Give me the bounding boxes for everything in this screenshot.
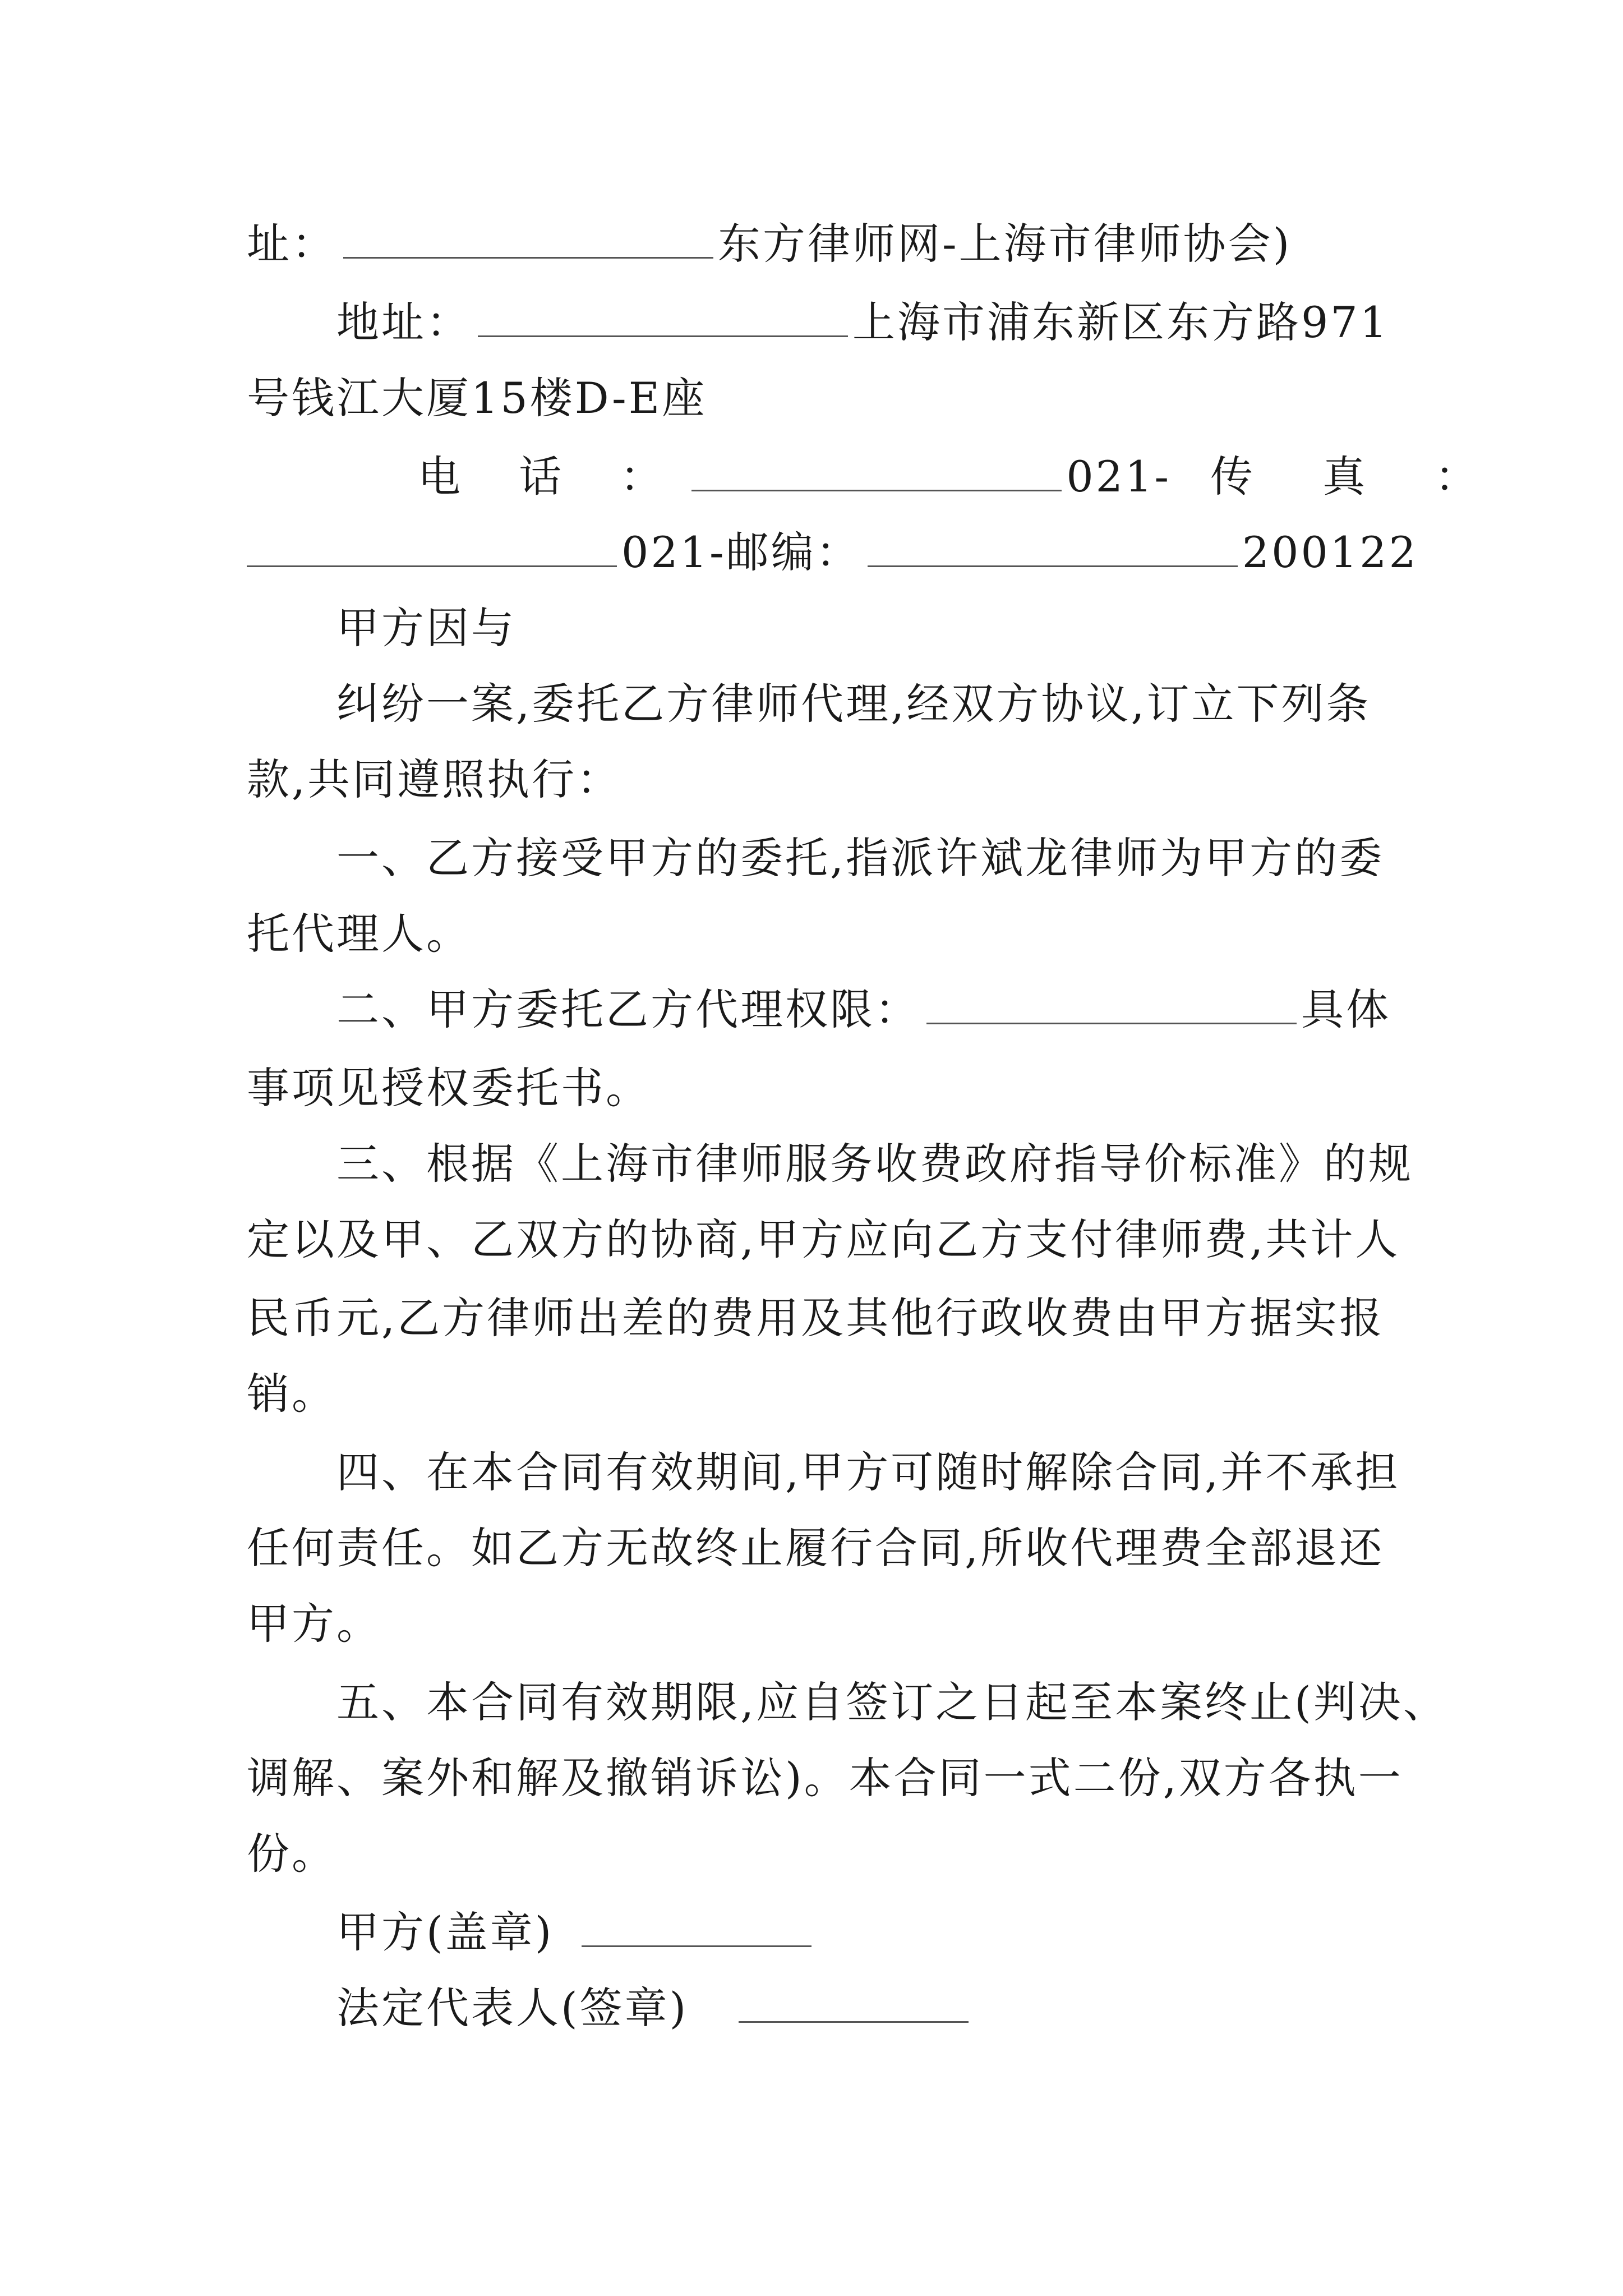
phone-suffix: 021- bbox=[1066, 452, 1172, 501]
party-b-address-value: 上海市浦东新区东方路971 bbox=[852, 297, 1390, 347]
phone-fax-line bbox=[418, 449, 1506, 505]
clause-4-line-1: 四、在本合同有效期间,甲方可随时解除合同,并不承担 bbox=[336, 1447, 1400, 1497]
fax-blank bbox=[247, 526, 617, 567]
postcode-value: 200122 bbox=[1242, 527, 1418, 577]
clause-2-suffix: 具体 bbox=[1301, 984, 1391, 1034]
address-suffix: 东方律师网-上海市律师协会) bbox=[718, 219, 1292, 269]
para-cause: 甲方因与 bbox=[336, 603, 516, 653]
para-dispute-2: 款,共同遵照执行： bbox=[247, 754, 622, 804]
party-a-seal-label: 甲方(盖章) bbox=[336, 1907, 554, 1957]
fax-postcode-label: 021-邮编： bbox=[621, 527, 861, 577]
legal-rep-label: 法定代表人(签章) bbox=[336, 1983, 689, 2033]
clause-4-line-3: 甲方。 bbox=[247, 1599, 381, 1649]
phone-blank bbox=[691, 450, 1062, 491]
party-b-address-label: 地址： bbox=[336, 297, 471, 347]
legal-rep-signature-line bbox=[336, 1980, 973, 2036]
clause-5-line-3: 份。 bbox=[247, 1829, 336, 1879]
clause-3-line-2: 定以及甲、乙双方的协商,甲方应向乙方支付律师费,共计人 bbox=[247, 1214, 1400, 1264]
address-line-2 bbox=[336, 295, 1389, 351]
clause-3-line-1: 三、根据《上海市律师服务收费政府指导价标准》的规 bbox=[336, 1139, 1413, 1189]
address-blank bbox=[343, 218, 713, 259]
authority-blank bbox=[926, 983, 1297, 1024]
clause-5-line-1: 五、本合同有效期限,应自签订之日起至本案终止(判决、 bbox=[336, 1677, 1448, 1727]
party-a-seal-line bbox=[336, 1904, 816, 1961]
legal-rep-blank bbox=[739, 1982, 969, 2023]
clause-5-line-2: 调解、案外和解及撤销诉讼)。本合同一式二份,双方各执一 bbox=[247, 1753, 1403, 1803]
phone-label: 电 话 ： bbox=[418, 452, 685, 501]
clause-3-line-3: 民币元,乙方律师出差的费用及其他行政收费由甲方据实报 bbox=[247, 1293, 1385, 1343]
clause-4-line-2: 任何责任。如乙方无故终止履行合同,所收代理费全部退还 bbox=[247, 1523, 1385, 1573]
clause-1-line-2: 托代理人。 bbox=[247, 909, 471, 959]
fax-label: 传 真 ： bbox=[1210, 452, 1506, 501]
clause-2-text: 二、甲方委托乙方代理权限： bbox=[336, 984, 920, 1034]
party-b-address-blank bbox=[478, 296, 848, 337]
party-a-seal-blank bbox=[582, 1906, 811, 1947]
postcode-blank bbox=[868, 526, 1238, 567]
clause-1-line-1: 一、乙方接受甲方的委托,指派许斌龙律师为甲方的委 bbox=[336, 833, 1385, 883]
clause-2-line-2: 事项见授权委托书。 bbox=[247, 1063, 651, 1113]
clause-3-line-4: 销。 bbox=[247, 1369, 336, 1419]
clause-2-line-1 bbox=[336, 982, 1391, 1038]
fax-postcode-line bbox=[247, 524, 1418, 581]
address-line-3: 号钱江大厦15楼D-E座 bbox=[247, 373, 707, 423]
address-prefix: 址： bbox=[247, 219, 336, 269]
address-line-1 bbox=[247, 216, 1292, 272]
para-dispute-1: 纠纷一案,委托乙方律师代理,经双方协议,订立下列条 bbox=[336, 679, 1371, 729]
